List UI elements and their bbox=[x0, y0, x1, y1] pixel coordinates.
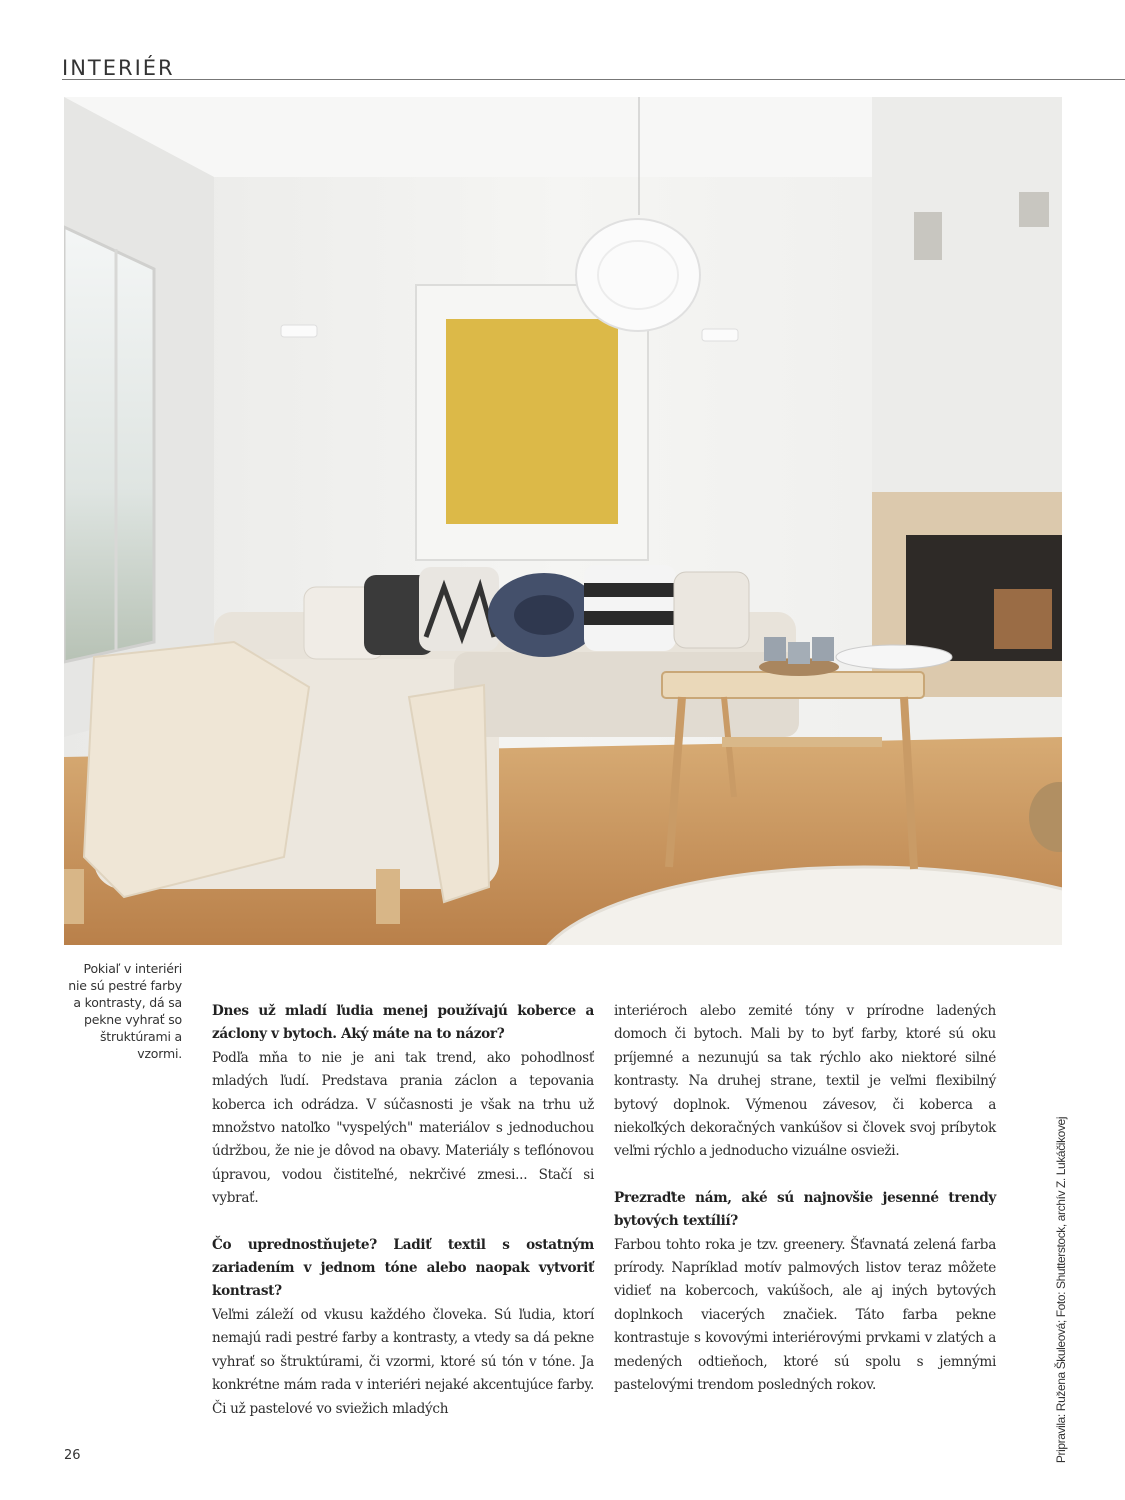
answer-2-continued: interiéroch alebo zemité tóny v prírodne ladených domoch či bytoch. Mali by to byť farby, ktoré sú oku príjemné a nezunujú sa tak rýchlo ako niektoré silné kontrasty. Na druhej strane, textil je veľmi flexibilný bytový doplnok. Výmenou závesov, či koberca a niekoľkých dekoračných vankúšov si človek svoj príbytok veľmi rýchlo a jednoducho vizuálne osvieži. bbox=[614, 1003, 996, 1160]
photo-caption: Pokiaľ v interiéri nie sú pestré farby a kontrasty, dá sa pekne vyhrať so štruktúrami a vzormi. bbox=[68, 961, 182, 1061]
header-rule bbox=[62, 79, 1125, 80]
article-column-1 bbox=[212, 1000, 594, 1421]
interior-photo bbox=[64, 97, 1062, 945]
answer-1: Podľa mňa to nie je ani tak trend, ako pohodlnosť mladých ľudí. Predstava prania záclon a tepovania koberca ich odrádza. V súčasnosti je však na trhu už množstvo natoľko "vyspelých" materiálov s jednoduchou údržbou, že nie je dôvod na obavy. Materiály s teflónovou úpravou, vodou čistiteľné, nekrčivé zmesi... Stačí si vybrať. bbox=[212, 1049, 594, 1207]
section-title: INTERIÉR bbox=[62, 56, 175, 80]
answer-2: Veľmi záleží od vkusu každého človeka. Sú ľudia, ktorí nemajú radi pestré farby a kontrasty, a vtedy sa dá pekne vyhrať so štruktúrami, či vzormi, ktoré sú tón v tóne. Ja konkrétne mám rada v interiéri nejaké akcentujúce farby. Či už pastelové vo sviežich mladých bbox=[212, 1306, 594, 1417]
question-2: Čo uprednostňujete? Ladiť textil s ostatným zariadením v jednom tóne alebo naopak vytvoriť kontrast? bbox=[212, 1236, 594, 1300]
question-1: Dnes už mladí ľudia menej používajú koberce a záclony v bytoch. Aký máte na to názor? bbox=[212, 1003, 594, 1043]
answer-3: Farbou tohto roka je tzv. greenery. Šťavnatá zelená farba prírody. Napríklad motív palmových listov teraz môžete vidieť na kobercoch, vakúšoch, ale aj iných bytových doplnkoch viacerých značiek. Táto farba pekne kontrastuje s kovovými interiérovými prvkami v zlatých a medených odtieňoch, ktoré sú spolu s jemnými pastelovými trendom posledných rokov. bbox=[614, 1236, 996, 1394]
page-number: 26 bbox=[64, 1448, 81, 1463]
article-column-2 bbox=[614, 1000, 996, 1398]
photo-credit-text: Pripravila: Ružena Škuleová; Foto: Shutterstock, archív Z. Lukáčikovej bbox=[1054, 1116, 1068, 1464]
photo-credit bbox=[1051, 1116, 1071, 1464]
question-3: Prezraďte nám, aké sú najnovšie jesenné trendy bytových textílií? bbox=[614, 1189, 996, 1230]
